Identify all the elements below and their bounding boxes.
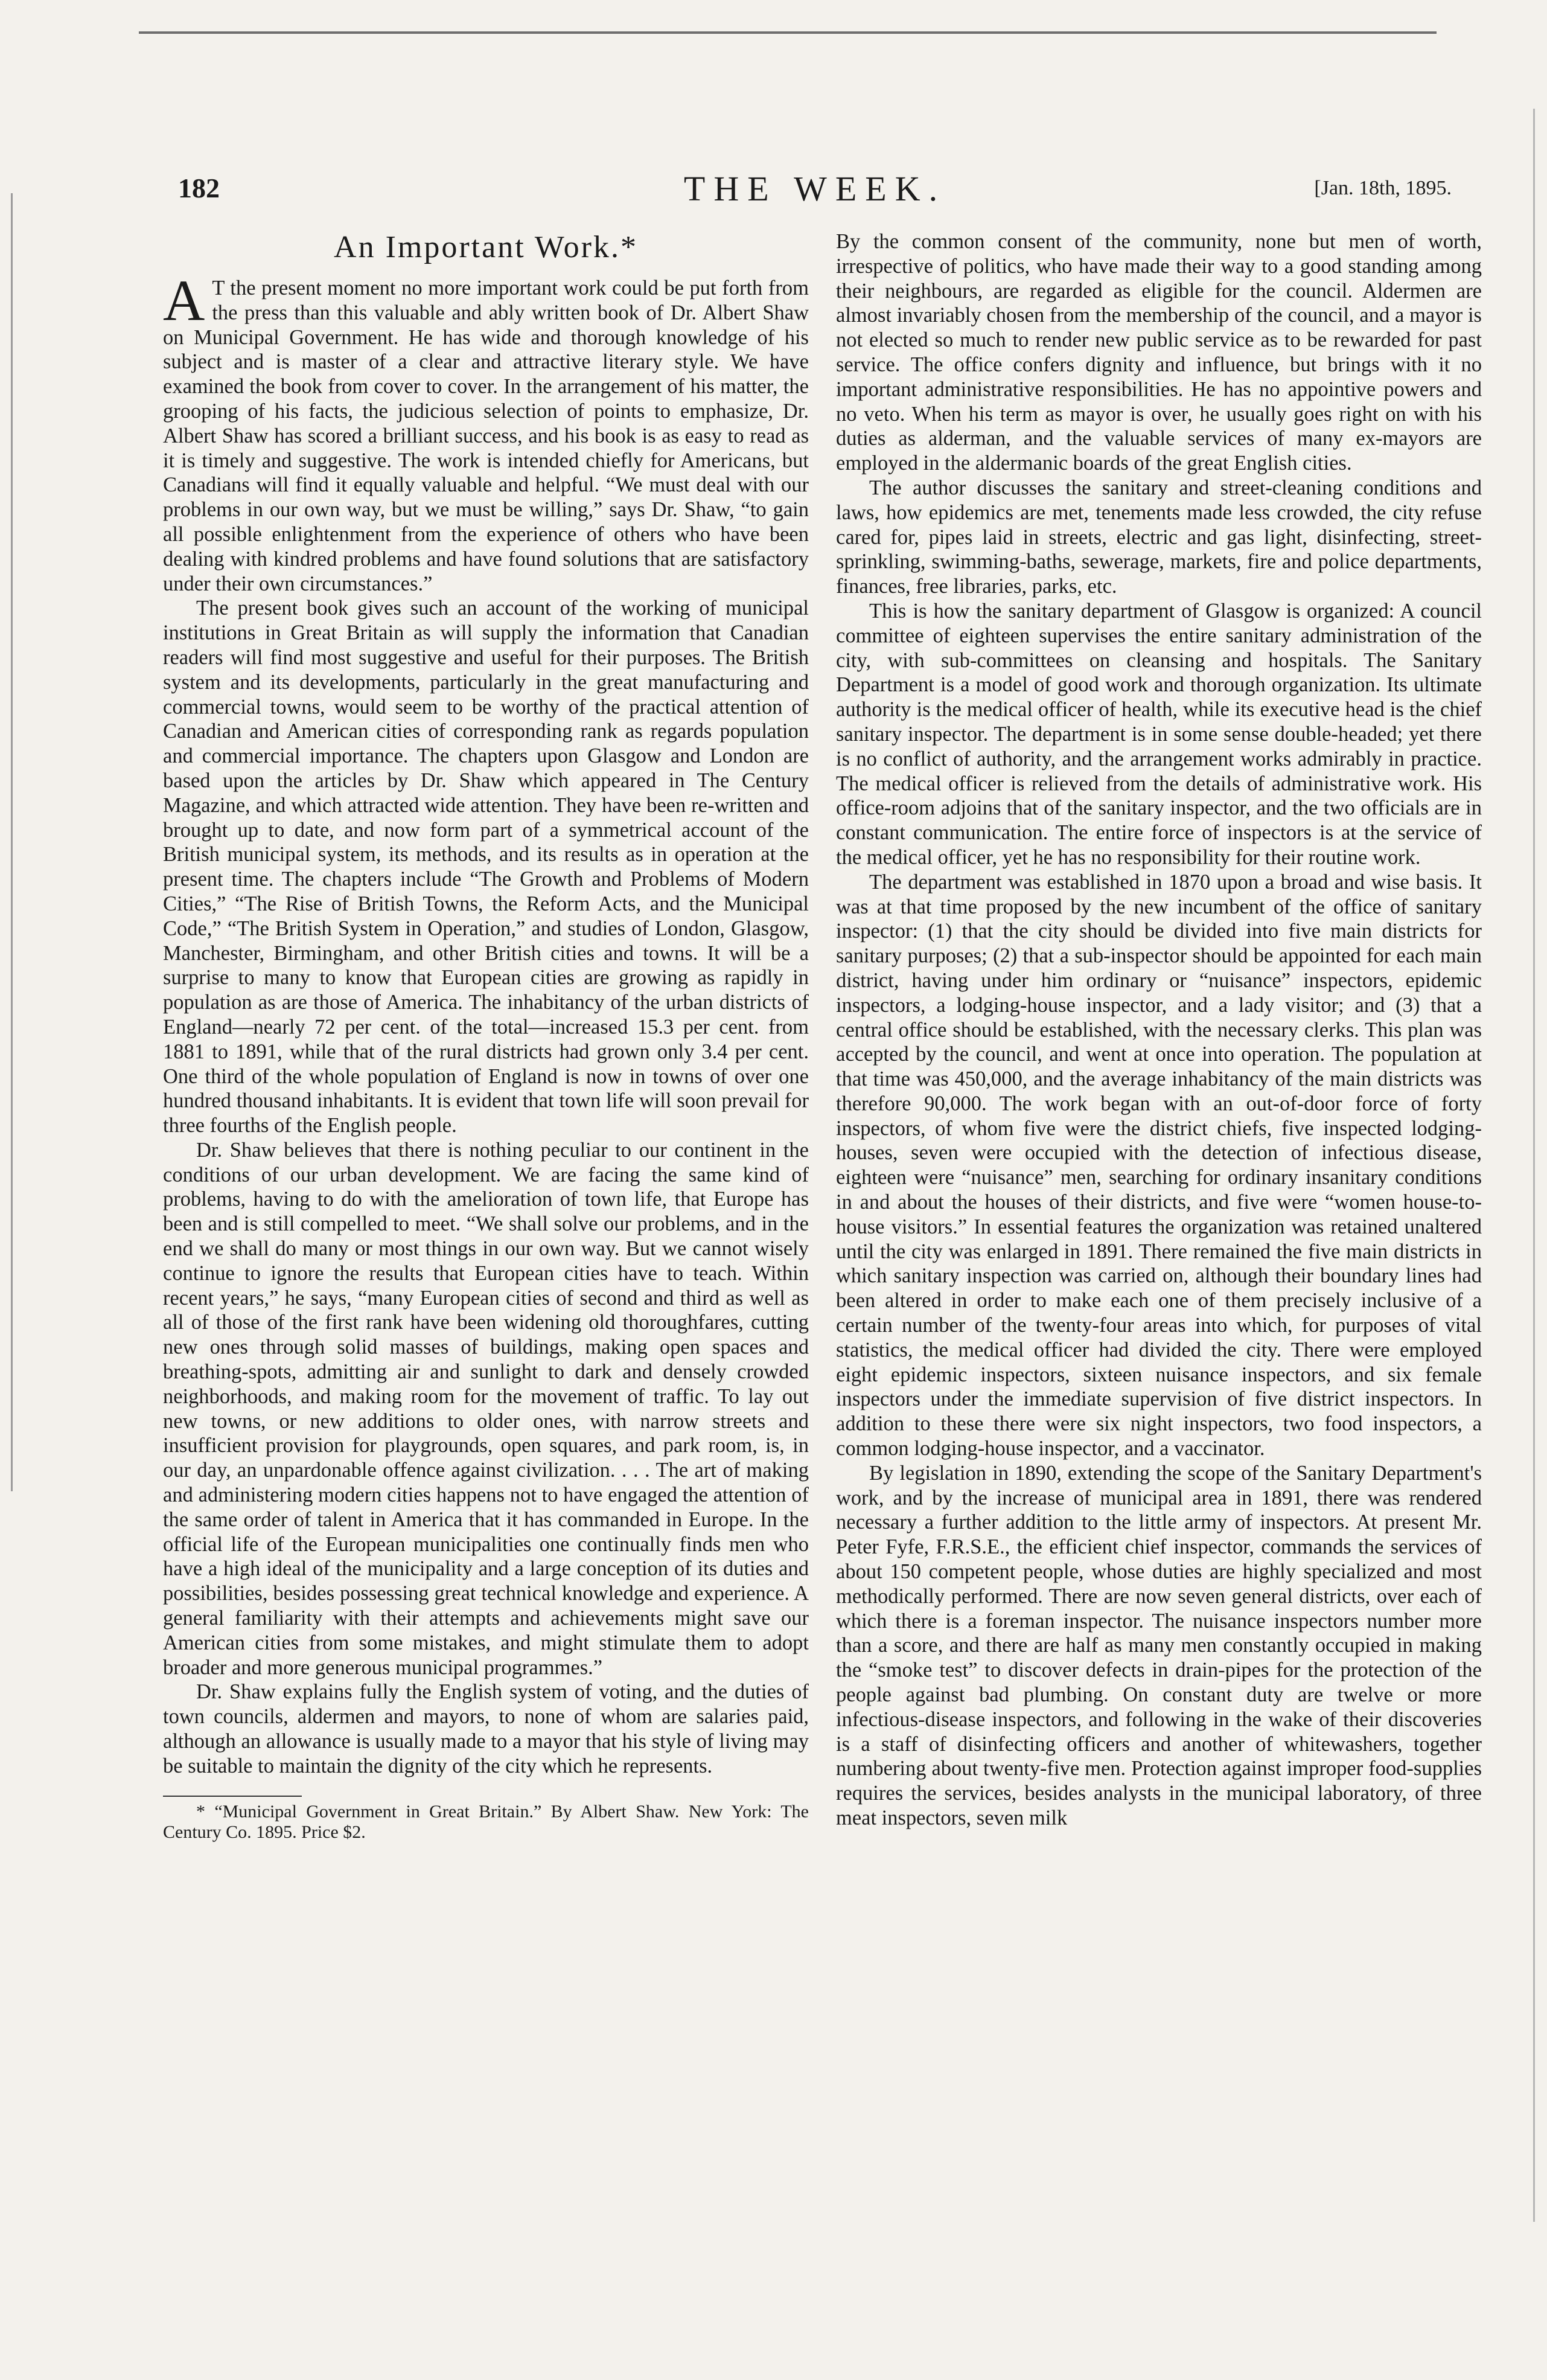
left-column [163, 229, 809, 1843]
paper-title: THE WEEK. [683, 169, 946, 208]
footnote-rule [163, 1796, 302, 1797]
article-paragraph: By legislation in 1890, extending the scope of the Sanitary Department's work, and by the increase of municipal area in 1891, there was rendered necessary a further addition to the little army of inspectors. At present Mr. Peter Fyfe, F.R.S.E., the efficient chief inspector, commands the services of about 150 competent people, whose duties are highly specialized and most methodically performed. There are now seven general districts, over each of which there is a foreman inspector. The nuisance inspectors number more than a score, and there are half as many men constantly occupied in making the “smoke test” to discover defects in drain-pipes for the protection of the people against bad plumbing. On constant duty are twelve or more infectious-disease inspectors, and following in the wake of their discoveries is a staff of disinfecting officers and another of whitewashers, together numbering about twenty-five men. Protection against improper food-supplies requires the services, besides analysts in the municipal laboratory, of three meat inspectors, seven milk [836, 1461, 1482, 1829]
top-border-rule [139, 31, 1437, 34]
left-page-edge [11, 193, 13, 1491]
footnote: * “Municipal Government in Great Britain.” By Albert Shaw. New York: The Century Co. 1895. Price $2. [163, 1801, 809, 1842]
drop-cap: A [163, 268, 205, 333]
article-paragraph: The department was established in 1870 upon a broad and wise basis. It was at that time proposed by the new incumbent of the office of sanitary inspector: (1) that the city should be divided into five main districts for sanitary purposes; (2) that a sub-inspector should be appointed for each main district, having under him ordinary or “nuisance” inspectors, epidemic inspectors, a lodging-house inspector, and a lady visitor; and (3) that a central office should be established, with the necessary clerks. This plan was accepted by the council, and went at once into operation. The population at that time was 450,000, and the average inhabitancy of the main districts was therefore 90,000. The work began with an out-of-door force of forty inspectors, of whom five were the district chiefs, five inspected lodging-houses, seven were occupied with the detection of infectious disease, eighteen were “nuisance” men, searching for ordinary insanitary conditions in and about the houses of their districts, and five were “women house-to-house visitors.” In essential features the organization was retained unaltered until the city was enlarged in 1891. There remained the five main districts in which sanitary inspection was carried on, although their boundary lines had been altered in order to make each one of them precisely inclusive of a certain number of the twenty-four areas into which, for purposes of vital statistics, the medical officer had divided the city. There were employed eight epidemic inspectors, sixteen nuisance inspectors, and six female inspectors under the immediate supervision of five district inspectors. In addition to these there were six night inspectors, two food inspectors, a common lodging-house inspector, and a vaccinator. [836, 870, 1482, 1460]
article-paragraph: Dr. Shaw believes that there is nothing peculiar to our continent in the conditions of our urban development. We are facing the same kind of problems, having to do with the amelioration of town life, that Europe has been and is still compelled to meet. “We shall solve our problems, and in the end we shall do many or most things in our own way. But we cannot wisely continue to ignore the results that European cities have to teach. Within recent years,” he says, “many European cities of second and third as well as all of those of the first rank have been widening old thoroughfares, cutting new ones through solid masses of buildings, making open spaces and breathing-spots, admitting air and sunlight to dark and densely crowded neighborhoods, and making room for the movement of traffic. To lay out new towns, or new additions to older ones, with narrow streets and insufficient provision for playgrounds, open squares, and park room, is, in our day, an unpardonable offence against civilization. . . . The art of making and administering modern cities happens not to have engaged the attention of the same order of talent in America that it has commanded in Europe. In the official life of the European municipalities one continually finds men who have a high ideal of the municipality and a large conception of its duties and possibilities, besides possessing great technical knowledge and experience. A general familiarity with their attempts and achievements might save our American cities from some mistakes, and might stimulate them to adopt broader and more generous municipal programmes.” [163, 1138, 809, 1679]
running-head [178, 169, 1452, 214]
article-paragraph [163, 268, 809, 596]
page-number: 182 [178, 173, 220, 203]
article-paragraph: The author discusses the sanitary and street-cleaning conditions and laws, how epidemics are met, tenements made less crowded, the city refuse cared for, pipes laid in streets, electric and gas light, disinfecting, street-sprinkling, swimming-baths, sewerage, markets, fire and police departments, finances, free libraries, parks, etc. [836, 476, 1482, 598]
article-paragraph: By the common consent of the community, none but men of worth, irrespective of politics, who have made their way to a good standing among their neighbours, are regarded as eligible for the council. Aldermen are almost invariably chosen from the membership of the council, and a mayor is not elected so much to render new public service as to be rewarded for past service. The office confers dignity and influence, but brings with it no important administrative responsibilities. He has no appointive powers and no veto. When his term as mayor is over, he usually goes right on with his duties as alderman, and the valuable services of many ex-mayors are employed in the aldermanic boards of the great English cities. [836, 230, 1482, 475]
article-paragraph: This is how the sanitary department of Glasgow is organized: A council committee of eighteen supervises the entire sanitary administration of the city, with sub-committees on cleansing and hospitals. The Sanitary Department is a model of good work and thorough organization. Its ultimate authority is the medical officer of health, while its executive head is the chief sanitary inspector. The department is in some sense double-headed; yet there is no conflict of authority, and the arrangement works admirably in practice. The medical officer is relieved from the details of administrative work. His office-room adjoins that of the sanitary inspector, and the two officials are in constant communication. The entire force of inspectors is at the service of the medical officer, yet he has no responsibility for their routine work. [836, 599, 1482, 869]
article-paragraph: The present book gives such an account of the working of municipal institutions in Great Britain as will supply the information that Canadian readers will find most suggestive and useful for their purposes. The British system and its developments, particularly in the great manufacturing and commercial towns, would seem to be worthy of the practical attention of Canadian and American cities of corresponding rank as regards population and commercial importance. The chapters upon Glasgow and London are based upon the articles by Dr. Shaw which appeared in The Century Magazine, and which attracted wide attention. They have been re-written and brought up to date, and now form part of a symmetrical account of the British municipal system, its methods, and its results as in operation at the present time. The chapters include “The Growth and Problems of Modern Cities,” “The Rise of British Towns, the Reform Acts, and the Municipal Code,” “The British System in Operation,” and studies of London, Glasgow, Manchester, Birmingham, and other British cities and towns. It will be a surprise to many to know that European cities are growing as rapidly in population as are those of America. The inhabitancy of the urban districts of England—nearly 72 per cent. of the total—increased 15.3 per cent. from 1881 to 1891, while that of the rural districts had grown only 3.4 per cent. One third of the whole population of England is now in towns of over one hundred thousand inhabitants. It is evident that town life will soon prevail for three fourths of the English people. [163, 597, 809, 1137]
issue-date: [Jan. 18th, 1895. [1314, 177, 1452, 199]
right-column [836, 229, 1482, 1831]
article-paragraph: Dr. Shaw explains fully the English system of voting, and the duties of town councils, aldermen and mayors, to none of whom are salaries paid, although an allowance is usually made to a mayor that his style of living may be suitable to maintain the dignity of the city which he represents. [163, 1680, 809, 1777]
right-page-edge [1533, 109, 1535, 2222]
article-title: An Important Work.* [334, 230, 638, 264]
paragraph-text: T the present moment no more important work could be put forth from the press than this valuable and ably written book of Dr. Albert Shaw on Municipal Government. He has wide and thorough knowledge of his subject and is master of a clear and attractive literary style. We have examined the book from cover to cover. In the arrangement of his matter, the grooping of his facts, the judicious selection of points to emphasize, Dr. Albert Shaw has scored a brilliant success, and his book is as easy to read as it is timely and suggestive. The work is intended chiefly for Americans, but Canadians will find it equally valuable and helpful. “We must deal with our problems in our own way, but we must be willing,” says Dr. Shaw, “to gain all possible enlightenment from the experience of others who have been dealing with kindred problems and have found solutions that are satisfactory under their own circumstances.” [163, 277, 809, 595]
